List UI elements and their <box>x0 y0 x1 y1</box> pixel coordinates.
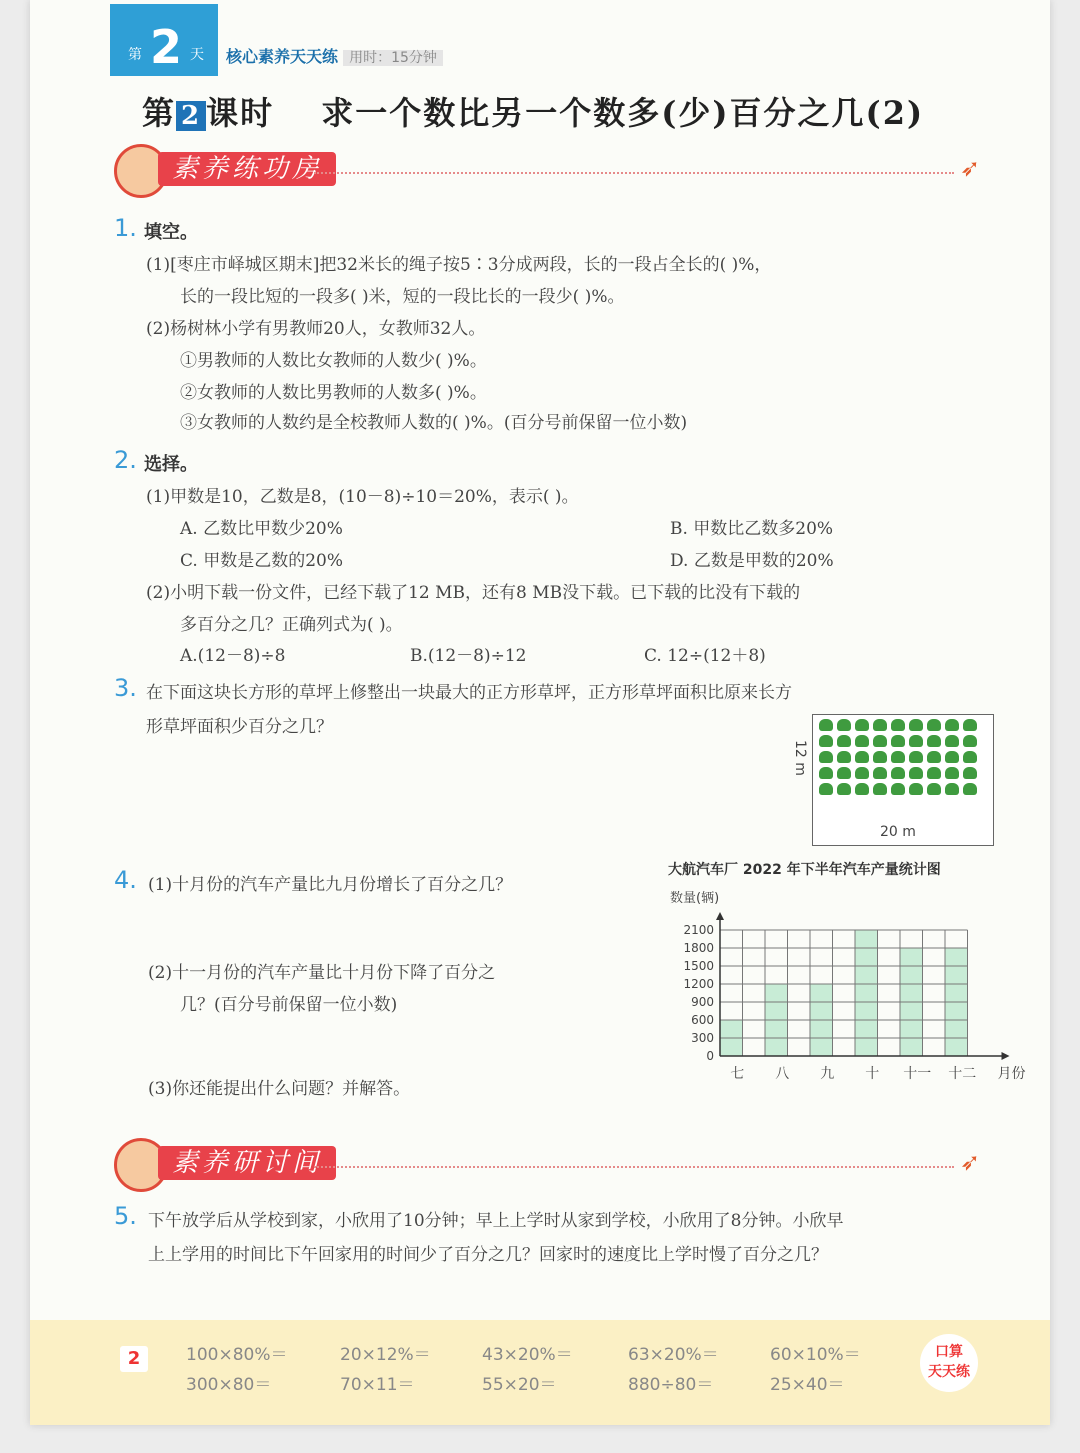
dotted-divider <box>314 172 954 174</box>
lesson-prefix: 第 <box>142 94 177 132</box>
calc-4: 63×20%＝ <box>628 1345 719 1365</box>
q1-part2-line1: (2)杨树林小学有男教师20人，女教师32人。 <box>146 319 486 339</box>
q1-part2-c: ③女教师的人数约是全校教师人数的( )%。(百分号前保留一位小数) <box>180 413 688 433</box>
q1-part2-a: ①男教师的人数比女教师的人数少( )%。 <box>180 351 487 371</box>
logo-line1: 口算 <box>935 1344 963 1360</box>
calc-1: 100×80%＝ <box>186 1345 288 1365</box>
x-tick-label: 十 <box>865 1066 880 1082</box>
q3-line1: 在下面这块长方形的草坪上修整出一块最大的正方形草坪，正方形草坪面积比原来长方 <box>146 683 792 703</box>
y-tick-label: 900 <box>691 995 714 1009</box>
practice-section-title: 素养练功房 <box>158 152 336 186</box>
calc-9: 880÷80＝ <box>628 1375 714 1395</box>
q1-title: 填空。 <box>144 222 198 243</box>
q5-line1: 下午放学后从学校到家，小欣用了10分钟；早上上学时从家到学校，小欣用了8分钟。小欣早 <box>148 1211 844 1231</box>
header-subtitle <box>226 44 443 67</box>
lawn-height-label: 12 m <box>792 740 808 776</box>
lesson-number: 2 <box>176 101 206 131</box>
q3-number: 3. <box>114 674 137 702</box>
x-tick-label: 十二 <box>948 1066 977 1082</box>
q1-number: 1. <box>114 214 137 242</box>
q2-option-d: D. 乙数是甲数的20% <box>670 551 834 571</box>
q2-title: 选择。 <box>144 454 198 475</box>
calc-7: 70×11＝ <box>340 1375 415 1395</box>
rocket-icon: ➶ <box>960 1148 981 1176</box>
calc-3: 43×20%＝ <box>482 1345 573 1365</box>
y-tick-label: 600 <box>691 1013 714 1027</box>
time-tag: 用时：15分钟 <box>343 50 443 66</box>
q1-part2-b: ②女教师的人数比男教师的人数多( )%。 <box>180 383 487 403</box>
day-prefix: 第 <box>128 47 142 63</box>
y-tick-label: 2100 <box>683 923 714 937</box>
x-tick-label: 九 <box>820 1066 835 1082</box>
q2-number: 2. <box>114 446 137 474</box>
page-number: 2 <box>120 1346 148 1372</box>
day-number: 2 <box>150 20 183 74</box>
y-axis-label: 数量(辆) <box>670 891 720 906</box>
q2-option-b: B. 甲数比乙数多20% <box>670 519 834 539</box>
dotted-divider <box>314 1166 954 1168</box>
y-tick-label: 1200 <box>683 977 714 991</box>
q2-part2-option-c: C. 12÷(12＋8) <box>644 646 766 666</box>
q2-part1: (1)甲数是10，乙数是8，(10－8)÷10＝20%，表示( )。 <box>146 487 579 507</box>
q1-part1-line1: (1)[枣庄市峄城区期末]把32米长的绳子按5∶3分成两段，长的一段占全长的( )%， <box>146 255 772 275</box>
lesson-title <box>142 88 924 134</box>
y-axis-arrow-icon <box>716 912 724 920</box>
q4-part1: (1)十月份的汽车产量比九月份增长了百分之几？ <box>148 875 513 895</box>
daily-practice-logo <box>920 1334 978 1392</box>
research-section-banner <box>114 1144 1014 1184</box>
bar-十 <box>855 930 878 1056</box>
y-tick-label: 1500 <box>683 959 714 973</box>
q4-part3: (3)你还能提出什么问题？并解答。 <box>148 1079 411 1099</box>
x-tick-label: 七 <box>730 1066 745 1082</box>
q2-part2-option-b: B.(12－8)÷12 <box>410 646 527 666</box>
q4-number: 4. <box>114 866 137 894</box>
calc-6: 300×80＝ <box>186 1375 272 1395</box>
mental-math-footer <box>30 1320 1050 1425</box>
q4-part2-line2: 几？(百分号前保留一位小数) <box>180 995 398 1015</box>
q2-part2-option-a: A.(12－8)÷8 <box>180 646 286 666</box>
subtitle-main: 核心素养天天练 <box>226 47 339 66</box>
chart-title: 大航汽车厂 2022 年下半年汽车产量统计图 <box>668 862 941 878</box>
q2-part2-line1: (2)小明下载一份文件，已经下载了12 MB，还有8 MB没下载。已下载的比没有下载的 <box>146 583 801 603</box>
q4-part2-line1: (2)十一月份的汽车产量比十月份下降了百分之 <box>148 963 496 983</box>
day-badge <box>110 4 218 76</box>
day-suffix: 天 <box>190 47 204 63</box>
y-tick-label: 1800 <box>683 941 714 955</box>
calc-2: 20×12%＝ <box>340 1345 431 1365</box>
rocket-icon: ➶ <box>960 154 981 182</box>
q2-option-a: A. 乙数比甲数少20% <box>180 519 343 539</box>
practice-section-banner <box>114 150 1014 190</box>
q1-part1-line2: 长的一段比短的一段多( )米，短的一段比长的一段少( )%。 <box>180 287 625 307</box>
x-axis-arrow-icon <box>1002 1052 1010 1060</box>
q5-number: 5. <box>114 1202 137 1230</box>
lesson-topic: 求一个数比另一个数多(少)百分之几(2) <box>321 94 925 132</box>
x-axis-label: 月份 <box>997 1066 1026 1082</box>
workbook-page <box>30 0 1050 1425</box>
y-tick-label: 300 <box>691 1031 714 1045</box>
q2-part2-line2: 多百分之几？正确列式为( )。 <box>180 615 403 635</box>
lesson-suffix: 课时 <box>206 94 275 132</box>
x-tick-label: 八 <box>775 1066 790 1082</box>
lawn-width-label: 20 m <box>880 824 916 840</box>
y-tick-label: 0 <box>706 1049 714 1063</box>
calc-5: 60×10%＝ <box>770 1345 861 1365</box>
production-bar-chart <box>620 856 1026 1096</box>
q5-line2: 上上学用的时间比下午回家用的时间少了百分之几？回家时的速度比上学时慢了百分之几？ <box>148 1245 828 1265</box>
calc-8: 55×20＝ <box>482 1375 557 1395</box>
research-section-title: 素养研讨间 <box>158 1146 336 1180</box>
x-tick-label: 十一 <box>903 1066 932 1082</box>
q2-option-c: C. 甲数是乙数的20% <box>180 551 343 571</box>
q3-line2: 形草坪面积少百分之几？ <box>146 717 333 737</box>
logo-line2: 天天练 <box>928 1364 970 1380</box>
calc-10: 25×40＝ <box>770 1375 845 1395</box>
